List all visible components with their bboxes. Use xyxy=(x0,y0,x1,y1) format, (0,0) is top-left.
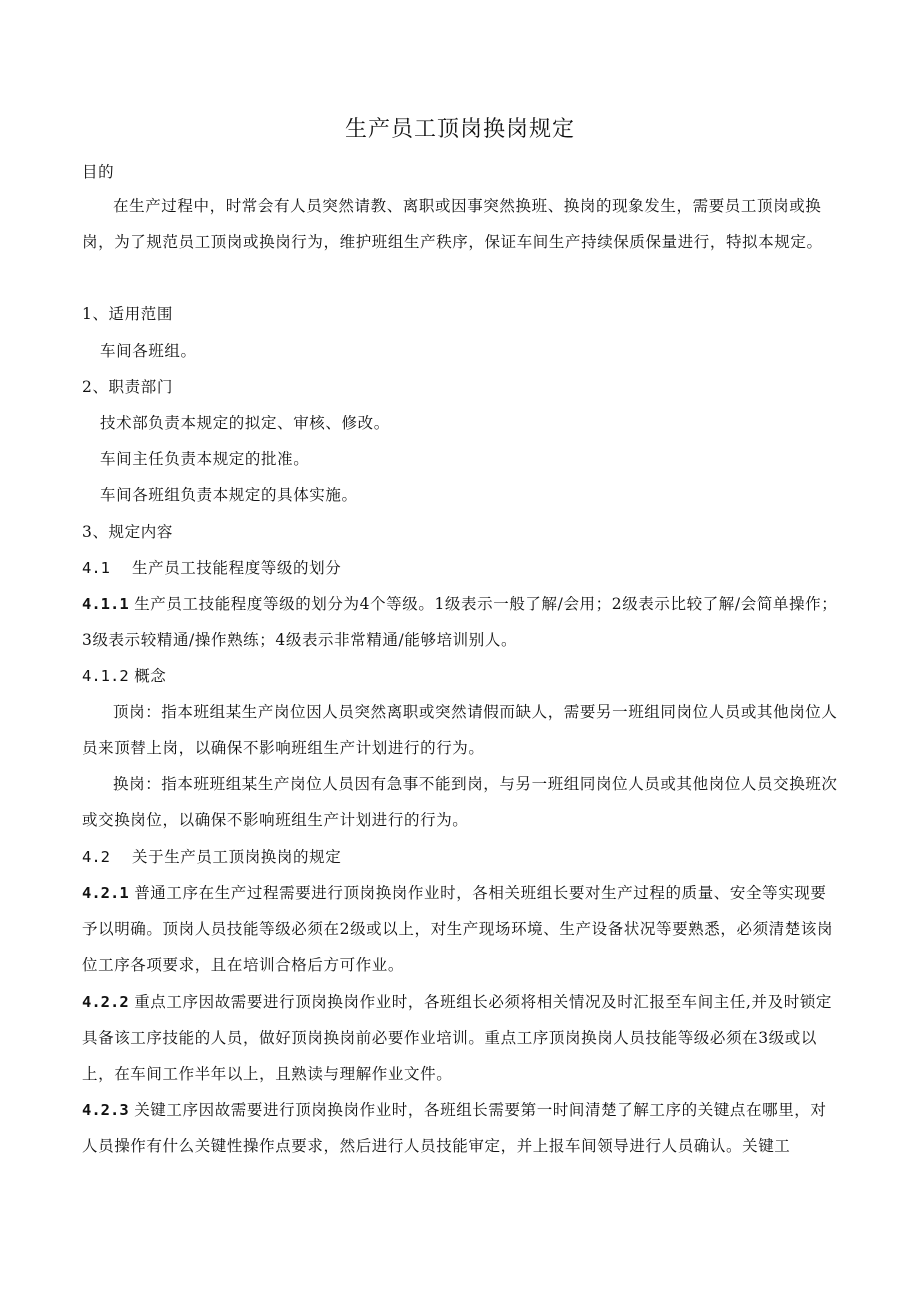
section-text: 生产员工技能程度等级的划分为4个等级。1级表示一般了解/会用；2级表示比较了解/会简单操作；3级表示较精通/操作熟练；4级表示非常精通/能够培训别人。 xyxy=(82,595,838,649)
section-text: 关键工序因故需要进行顶岗换岗作业时，各班组长需要第一时间清楚了解工序的关键点在哪里，对人员操作有什么关键性操作点要求，然后进行人员技能审定，并上报车间领导进行人员确认。关键工 xyxy=(82,1101,827,1155)
purpose-paragraph: 在生产过程中，时常会有人员突然请教、离职或因事突然换班、换岗的现象发生，需要员工顶岗或换岗，为了规范员工顶岗或换岗行为，维护班组生产秩序，保证车间生产持续保质保量进行，特拟本规定。 xyxy=(82,197,823,251)
section-4-1-2-heading xyxy=(82,666,166,686)
section2-heading: 2、职责部门 xyxy=(82,378,173,396)
section-number: 4.2.2 xyxy=(82,993,129,1011)
section-title: 生产员工技能程度等级的划分 xyxy=(132,559,342,577)
section2-item: 车间主任负责本规定的批准。 xyxy=(100,450,310,468)
section-number: 4.1.1 xyxy=(82,595,129,613)
section1-text: 车间各班组。 xyxy=(100,342,197,360)
section1-heading: 1、适用范围 xyxy=(82,305,173,323)
purpose-heading: 目的 xyxy=(82,163,115,181)
section-number: 4.2.3 xyxy=(82,1101,129,1119)
definition-huangang: 换岗：指本班班组某生产岗位人员因有急事不能到岗，与另一班组同岗位人员或其他岗位人员交换班次或交换岗位，以确保不影响班组生产计划进行的行为。 xyxy=(82,775,838,829)
section-number: 4.2.1 xyxy=(82,884,129,902)
section2-item: 技术部负责本规定的拟定、审核、修改。 xyxy=(100,414,390,432)
section-number: 4.2 xyxy=(82,848,110,866)
section-4-2-1-paragraph xyxy=(82,875,840,983)
section-text: 普通工序在生产过程需要进行顶岗换岗作业时，各相关班组长要对生产过程的质量、安全等实现要予以明确。顶岗人员技能等级必须在2级或以上，对生产现场环境、生产设备状况等要熟悉，必须清楚该岗位工序各项要求，且在培训合格后方可作业。 xyxy=(82,884,834,974)
section-4-2-heading xyxy=(82,847,341,867)
section-4-1-1-paragraph xyxy=(82,586,840,658)
section2-item: 车间各班组负责本规定的具体实施。 xyxy=(100,486,358,504)
section-4-2-3-paragraph xyxy=(82,1092,840,1164)
definition-dinggang: 顶岗：指本班组某生产岗位因人员突然离职或突然请假而缺人，需要另一班组同岗位人员或其他岗位人员来顶替上岗，以确保不影响班组生产计划进行的行为。 xyxy=(82,703,838,757)
section-title: 关于生产员工顶岗换岗的规定 xyxy=(132,848,342,866)
section-4-1-heading xyxy=(82,558,341,578)
section-title: 概念 xyxy=(134,667,167,685)
document-title: 生产员工顶岗换岗规定 xyxy=(344,117,575,142)
section-number: 4.1.2 xyxy=(82,667,129,685)
section-text: 重点工序因故需要进行顶岗换岗作业时，各班组长必须将相关情况及时汇报至车间主任,并及时锁定具备该工序技能的人员，做好顶岗换岗前必要作业培训。重点工序顶岗换岗人员技能等级必须在3级或以上，在车间工作半年以上，且熟读与理解作业文件。 xyxy=(82,993,833,1083)
section-4-2-2-paragraph xyxy=(82,984,840,1092)
section3-heading: 3、规定内容 xyxy=(82,523,173,541)
section-number: 4.1 xyxy=(82,559,110,577)
